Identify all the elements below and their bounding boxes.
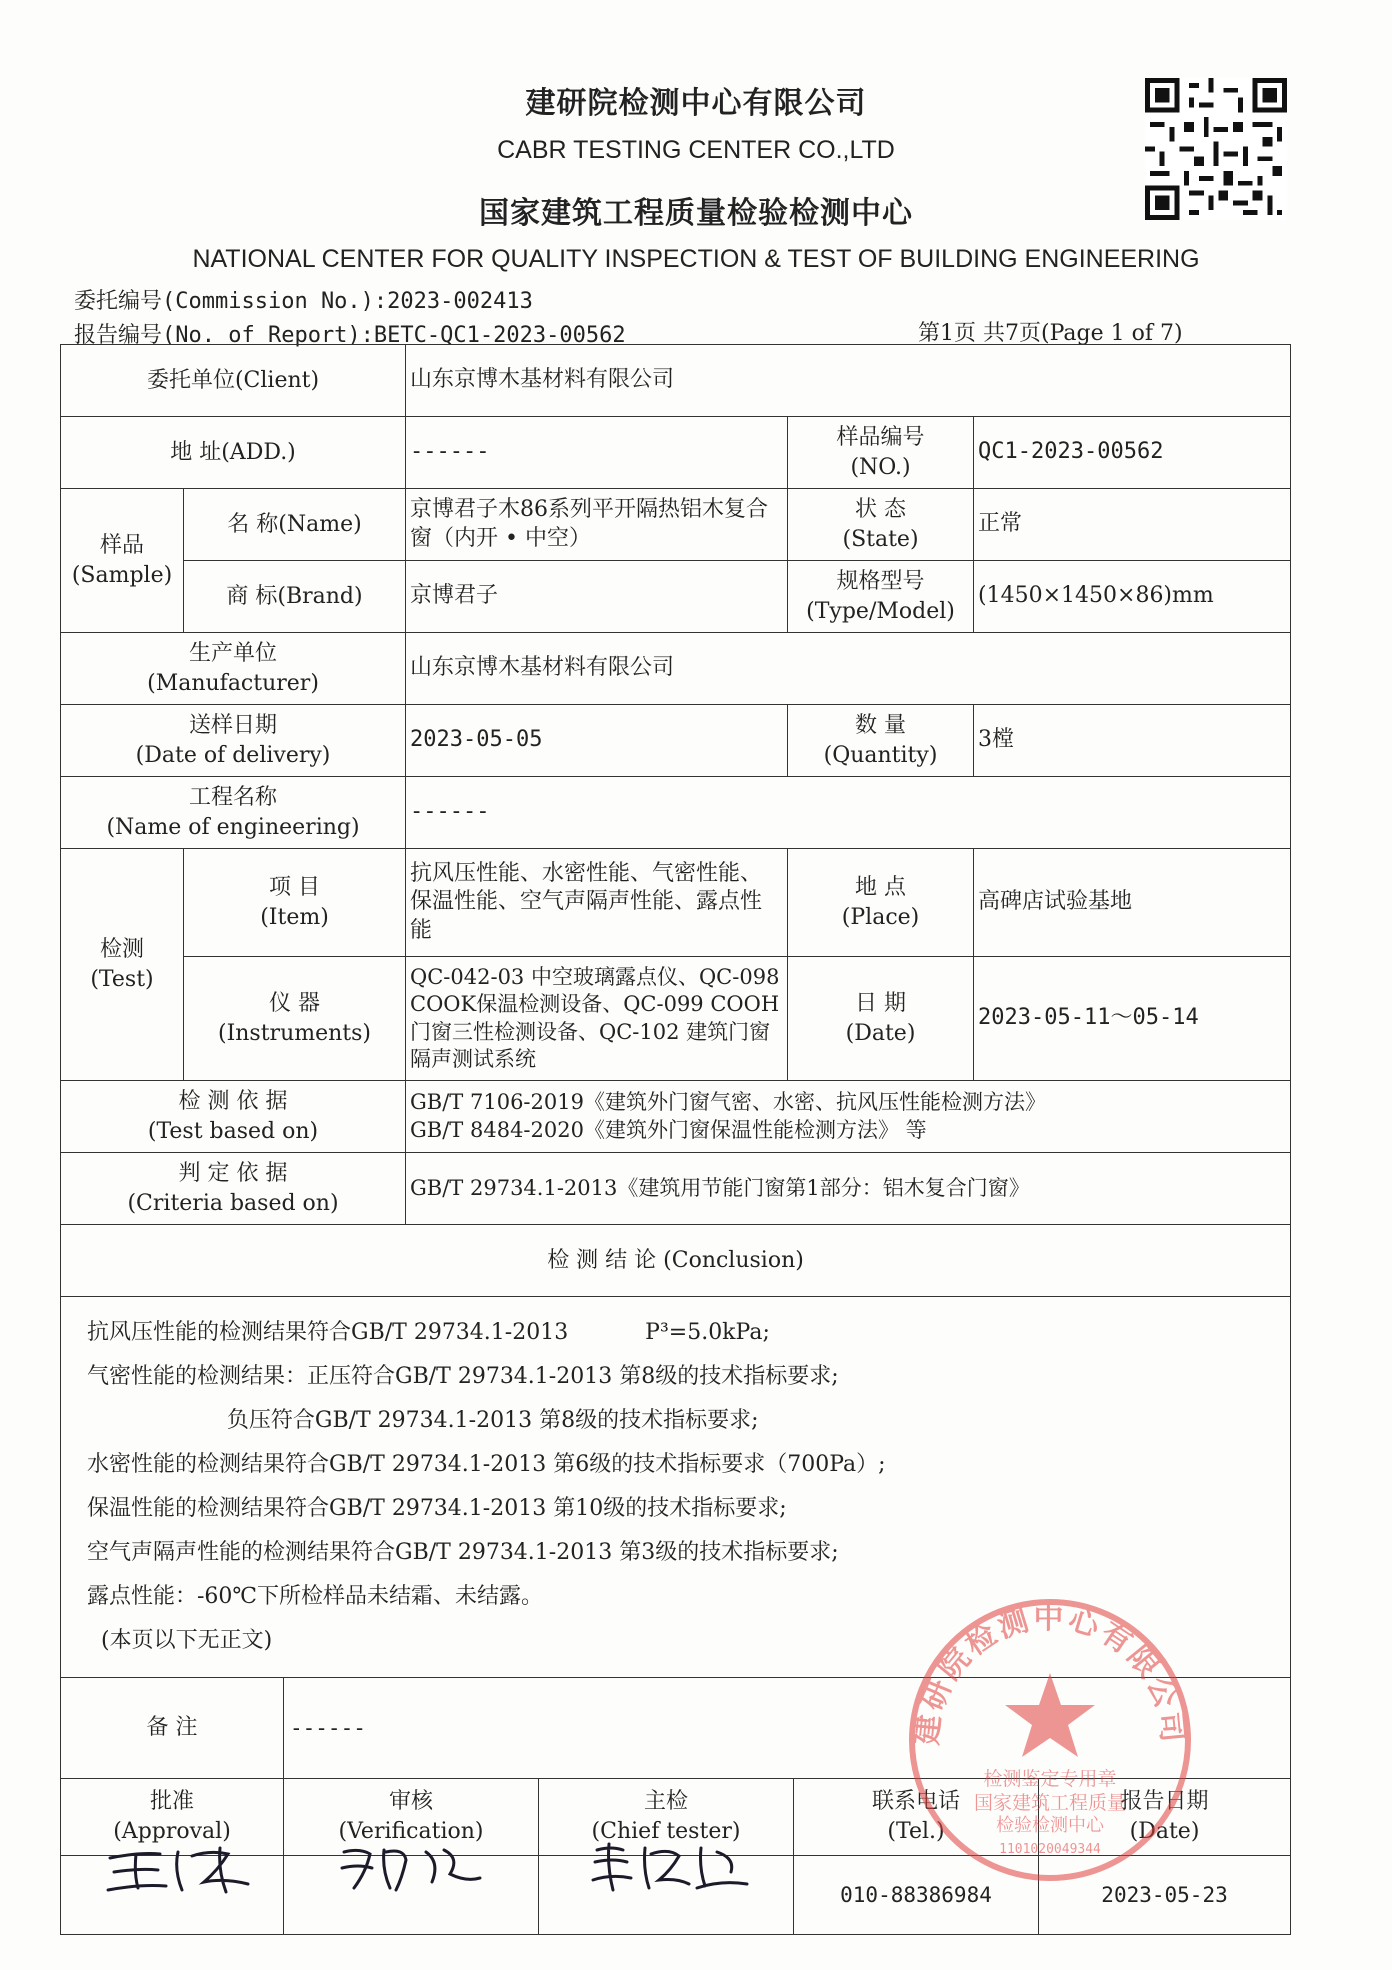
conclusion-line: 气密性能的检测结果：正压符合GB/T 29734.1-2013 第8级的技术指标要求;	[87, 1364, 839, 1389]
name-label: 名 称(Name)	[184, 489, 406, 561]
conclusion-body	[61, 1297, 1291, 1678]
manufacturer-value: 山东京博木基材料有限公司	[406, 633, 1291, 705]
instruments-label: 仪 器 (Instruments)	[184, 957, 406, 1081]
remarks-value: ------	[290, 1716, 366, 1740]
item-label: 项 目 (Item)	[184, 849, 406, 957]
place-label: 地 点 (Place)	[788, 849, 974, 957]
client-label: 委托单位(Client)	[61, 345, 406, 417]
conclusion-line: 空气声隔声性能的检测结果符合GB/T 29734.1-2013 第3级的技术指标要求;	[87, 1540, 839, 1565]
test-label: 检测 (Test)	[61, 849, 184, 1081]
commission-number: 委托编号(Commission No.):2023-002413	[74, 289, 533, 314]
report-date-value: 2023-05-23	[1101, 1883, 1228, 1907]
qr-code	[1145, 78, 1287, 220]
engineering-value: ------	[406, 777, 1291, 849]
conclusion-line: 露点性能：-60℃下所检样品未结霜、未结露。	[87, 1584, 544, 1609]
place-value: 高碑店试验基地	[974, 849, 1291, 957]
quantity-value: 3樘	[974, 705, 1291, 777]
tel-value: 010-88386984	[840, 1883, 992, 1907]
criteria-label: 判 定 依 据 (Criteria based on)	[61, 1153, 406, 1225]
brand-value: 京博君子	[406, 561, 788, 633]
verification-signature-cell	[284, 1856, 538, 1934]
conclusion-title: 检 测 结 论 (Conclusion)	[61, 1225, 1291, 1297]
test-date-label: 日 期 (Date)	[788, 957, 974, 1081]
test-basis-label: 检 测 依 据 (Test based on)	[61, 1081, 406, 1153]
end-of-text-note: (本页以下无正文)	[87, 1628, 273, 1653]
page-indicator: 第1页 共7页(Page 1 of 7)	[918, 321, 1183, 346]
item-value: 抗风压性能、水密性能、气密性能、保温性能、空气声隔声性能、露点性能	[406, 849, 788, 957]
sample-no-value: QC1-2023-00562	[974, 417, 1291, 489]
name-value: 京博君子木86系列平开隔热铝木复合窗（内开 • 中空）	[406, 489, 788, 561]
manufacturer-label: 生产单位 (Manufacturer)	[61, 633, 406, 705]
sample-no-label: 样品编号 (NO.)	[788, 417, 974, 489]
instruments-value: QC-042-03 中空玻璃露点仪、QC-098 COOK保温检测设备、QC-099 COOH门窗三性检测设备、QC-102 建筑门窗隔声测试系统	[406, 957, 788, 1081]
conclusion-line: 抗风压性能的检测结果符合GB/T 29734.1-2013 P³=5.0kPa;	[87, 1320, 770, 1345]
delivery-date-value: 2023-05-05	[406, 705, 788, 777]
chief-tester-signature-cell	[539, 1856, 793, 1934]
brand-label: 商 标(Brand)	[184, 561, 406, 633]
remarks-label: 备 注	[61, 1678, 284, 1778]
tel-label: 联系电话 (Tel.)	[794, 1779, 1038, 1856]
criteria-value: GB/T 29734.1-2013《建筑用节能门窗第1部分：铝木复合门窗》	[406, 1153, 1291, 1225]
approval-signature-cell	[61, 1856, 283, 1934]
model-value: (1450×1450×86)mm	[974, 561, 1291, 633]
center-name-en: NATIONAL CENTER FOR QUALITY INSPECTION & TEST OF BUILDING ENGINEERING	[192, 245, 1200, 273]
org-name-en: CABR TESTING CENTER CO.,LTD	[497, 136, 895, 164]
engineering-label: 工程名称 (Name of engineering)	[61, 777, 406, 849]
test-basis-value: GB/T 7106-2019《建筑外门窗气密、水密、抗风压性能检测方法》 GB/T 8484-2020《建筑外门窗保温性能检测方法》 等	[406, 1081, 1291, 1153]
quantity-label: 数 量 (Quantity)	[788, 705, 974, 777]
conclusion-line: 负压符合GB/T 29734.1-2013 第8级的技术指标要求;	[87, 1408, 759, 1433]
conclusion-line: 保温性能的检测结果符合GB/T 29734.1-2013 第10级的技术指标要求;	[87, 1496, 787, 1521]
approval-label: 批准 (Approval)	[61, 1779, 283, 1856]
verification-label: 审核 (Verification)	[284, 1779, 538, 1856]
client-value: 山东京博木基材料有限公司	[406, 345, 1291, 417]
chief-tester-label: 主检 (Chief tester)	[539, 1779, 793, 1856]
address-label: 地 址(ADD.)	[61, 417, 406, 489]
report-number: 报告编号(No. of Report):BETC-QC1-2023-00562	[74, 323, 626, 348]
conclusion-line: 水密性能的检测结果符合GB/T 29734.1-2013 第6级的技术指标要求（700Pa）;	[87, 1452, 886, 1477]
sample-label: 样品 (Sample)	[61, 489, 184, 633]
state-label: 状 态 (State)	[788, 489, 974, 561]
address-value: ------	[406, 417, 788, 489]
org-name-cn: 建研院检测中心有限公司	[525, 86, 867, 121]
state-value: 正常	[974, 489, 1291, 561]
svg-text:国家建筑工程质量: 国家建筑工程质量	[973, 1792, 1127, 1814]
test-date-value: 2023-05-11～05-14	[974, 957, 1291, 1081]
svg-text:检验检测中心: 检验检测中心	[996, 1815, 1104, 1836]
report-date-label: 报告日期 (Date)	[1039, 1779, 1290, 1856]
svg-text:建研院检测中心有限公司: 建研院检测中心有限公司	[910, 1601, 1190, 1747]
center-name-cn: 国家建筑工程质量检验检测中心	[479, 196, 913, 231]
report-table	[60, 344, 1291, 1935]
model-label: 规格型号 (Type/Model)	[788, 561, 974, 633]
svg-text:1101020049344: 1101020049344	[999, 1842, 1101, 1857]
svg-text:检测鉴定专用章: 检测鉴定专用章	[983, 1768, 1117, 1790]
delivery-date-label: 送样日期 (Date of delivery)	[61, 705, 406, 777]
